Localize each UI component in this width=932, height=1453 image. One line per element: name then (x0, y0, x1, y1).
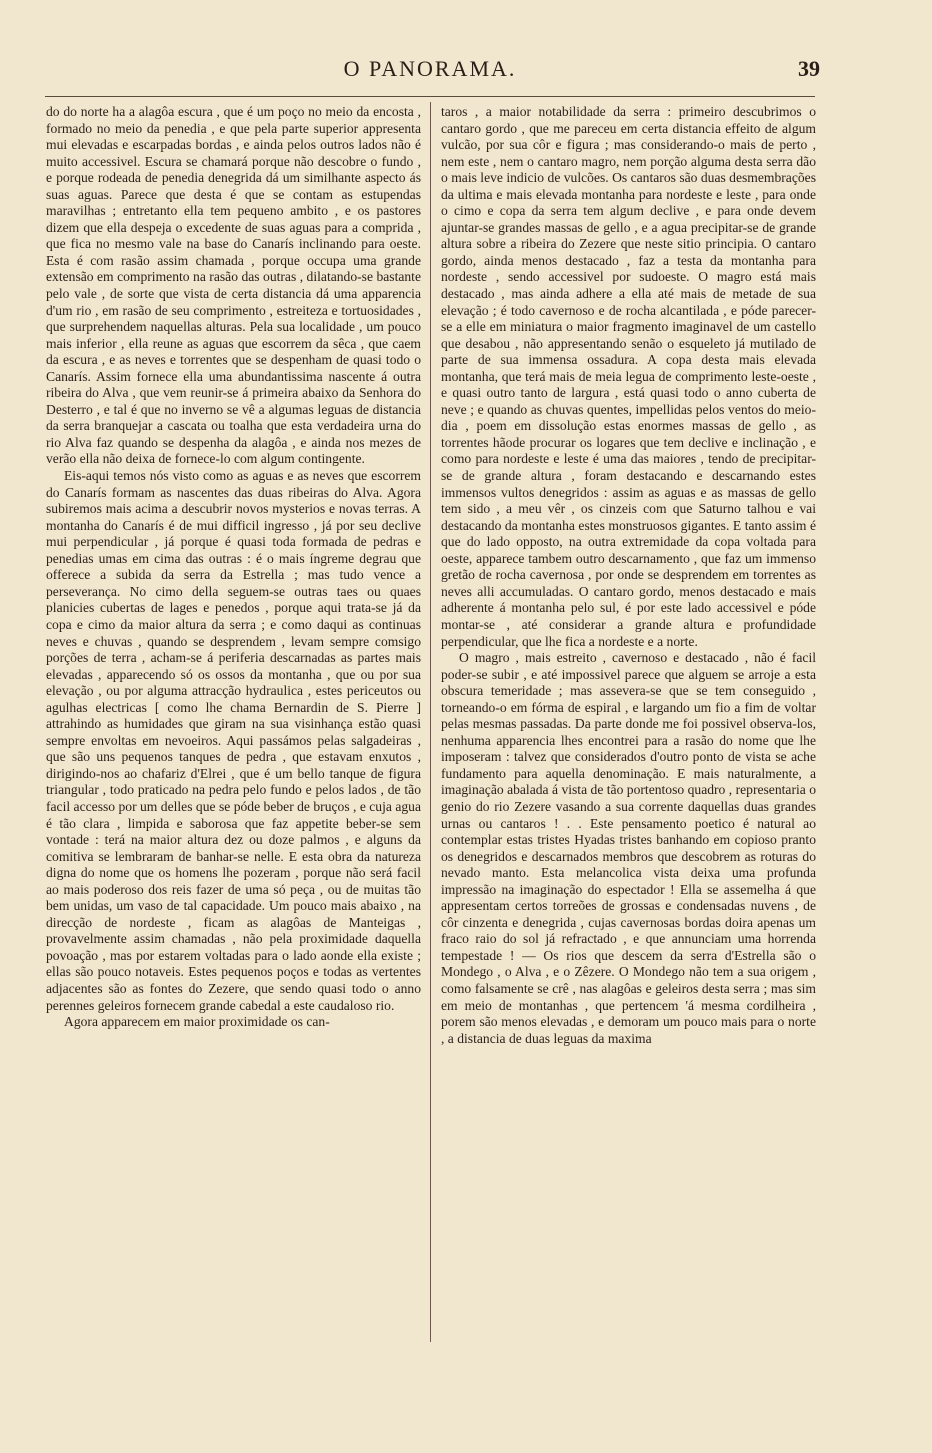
right-column (441, 104, 816, 1429)
paragraph: do do norte ha a alagôa escura , que é um poço no meio da encosta , formado no meio da penedia , e que pela parte superior appresenta mui elevadas e escarpadas bordas , e ainda pelos outros lados não é muito accessivel. Escura se chamará porque não descobre o fundo , e porque rodeada de penedia denegrida dá um similhante aspecto ás suas aguas. Parece que desta é que se contam as estupendas maravilhas ; entretanto ella tem pequeno ambito , e os pastores dizem que ella despeja o excedente de suas aguas para a comprida , que fica no mesmo vale na base do Canarís inclinando para oeste. Esta é com rasão assim chamada , porque occupa uma grande extensão em comprimento na rasão das outras , dilatando-se bastante pelo vale , de sorte que vista de certa distancia dá uma apparencia d'um rio , em rasão de seu comprimento , estreiteza e tortuosidades , que surprehendem naquellas alturas. Pela sua localidade , um pouco mais inferior , ella reune as aguas que escorrem da sêca , que caem da escura , e as neves e torrentes que se despenham de quasi todo o Canarís. Assim fornece ella uma abundantissima nascente á outra ribeira do Alva , que vem reunir-se á primeira abaixo da Senhora do Desterro , e tal é que no inverno se vê a algumas leguas de distancia da serra branquejar a cascata ou toalha que esta verdadeira urna do rio Alva faz quando se despenha da alagôa , e ainda nos mezes de verão ella não deixa de fornece-lo com algum contingente. (46, 104, 421, 467)
header-rule (45, 96, 815, 97)
paragraph: Eis-aqui temos nós visto como as aguas e as neves que escorrem do Canarís formam as nascentes das duas ribeiras do Alva. Agora subiremos mais acima a descubrir novos mysterios e novas terras. A montanha do Canarís é de mui difficil ingresso , já por seu declive mui perpendicular , já porque é quasi toda formada de pedras e penedias umas em cima das outras : é o mais íngreme degrau que offerece a subida da serra da Estrella ; mas tudo vence a perseverança. No cimo della seguem-se outras taes ou quaes planicies cubertas de lages e penedos , porque aqui trata-se já da copa e cimo da maior altura da serra ; e como daqui as continuas neves e chuvas , quando se desprendem , levam sempre comsigo porções de terra , acham-se á periferia descarnadas as partes mais elevadas , apparecendo só os ossos da montanha , que ou por sua elevação , ou por alguma attracção hydraulica , estes periceutos ou agulhas electricas [ como lhe chama Bernardin de S. Pierre ] attrahindo as humidades que giram na sua visinhança estão quasi sempre envoltas em nevoeiros. Aqui passámos pelas salgadeiras , que são uns pequenos tanques de pedra , que estavam enxutos , dirigindo-nos ao chafariz d'Elrei , que é um bello tanque de figura triangular , todo praticado na pedra pelo fundo e pelos lados , de tão facil accesso por um delles que se póde beber de bruços , e cuja agua é tão clara , limpida e saborosa que faz appetite beber-se sem vontade : terá na maior altura dez ou doze palmos , e alguns da comitiva se lembraram de banhar-se nelle. E esta obra da natureza digna do nome que os homens lhe pozeram , porque não será facil ao mais poderoso dos reis fazer de uma só peça , ou de muitas tão bem unidas, um vaso de tal capacidade. Um pouco mais abaixo , na direcção de nordeste , ficam as alagôas de Manteigas , provavelmente assim chamadas , não pela proximidade daquella povoação , mas por estarem voltadas para o lado aonde ella existe ; ellas são pouco notaveis. Estes pequenos poços e todas as vertentes adjacentes são as fontes do Zezere, que sendo quasi todo o anno perennes geleiros fornecem grande cabedal a este caudaloso rio. (46, 468, 421, 1013)
column-divider (430, 102, 431, 1342)
left-column (46, 104, 421, 1429)
paragraph: Agora apparecem em maior proximidade os can- (64, 1014, 330, 1030)
paragraph: O magro , mais estreito , cavernoso e destacado , não é facil poder-se subir , e até impossivel parece que alguem se arroje a esta obscura temeridade ; mas assevera-se que se tem conseguido , torneando-o em fórma de espiral , e largando um fio a fim de voltar pelas mesmas passadas. Da parte donde me foi possivel observa-los, nenhuma apparencia lhes encontrei para a rasão do nome que lhe imposeram : talvez que considerados d'outro ponto de vista se ache fundamento para aquella denominação. E mais naturalmente, a imaginação abalada á vista de tão portentoso quadro , representaria o genio do rio Zezere vasando a sua corrente daquellas duas grandes urnas ou cantaros ! . . Este pensamento poetico é natural ao contemplar estas tristes Hyadas tristes banhando em copioso pranto os denegridos e descarnados membros que descobrem as roturas do nevado manto. Esta melancolica vista deixa uma profunda impressão na imaginação do espectador ! Ella se assemelha á que appresentam certos torreões de grossas e condensadas nuvens , de côr cinzenta e denegrida , cujas cavernosas bordas doira apenas um fraco raio do sol já refractado , e que annunciam uma horrenda tempestade ! — Os rios que descem da serra d'Estrella são o Mondego , o Alva , e o Zêzere. O Mondego não tem a sua origem , como falsamente se crê , nas alagôas e geleiros desta serra ; mas sim em meio de montanhas , que pertencem 'á mesma cordilheira , porem são menos elevadas , e demoram um pouco mais para o norte , a distancia de duas leguas da maxima (441, 650, 816, 1046)
page-number: 39 (798, 56, 820, 81)
page-header (40, 56, 820, 88)
page-title: O PANORAMA. (343, 56, 517, 81)
paragraph: taros , a maior notabilidade da serra : primeiro descubrimos o cantaro gordo , que me pareceu em certa distancia effeito de algum vulcão, por sua côr e figura ; mas considerando-o mais de perto , nem este , nem o cantaro magro, nem porção alguma desta serra dão o mais leve indicio de vulcões. Os cantaros são duas desmembrações da ultima e mais elevada montanha para nordeste e leste , para onde o cimo e copa da serra tem algum declive , e para onde devem ajuntar-se grandes massas de gello , e a agua precipitar-se de grande altura sobre a ribeira do Zezere que neste sitio principia. O cantaro gordo, ainda menos destacado , faz a testa da montanha para nordeste , sendo accessivel por sudoeste. O magro está mais destacado , mas ainda adhere a ella até mais de metade de sua elevação ; é todo cavernoso e de rocha alcantilada , e póde parecer-se a elle em miniatura o maior fragmento imaginavel de um castello que desabou , não appresentando senão o esqueleto já mutilado de parte de sua immensa ossadura. A copa desta mais elevada montanha, que terá mais de meia legua de comprimento leste-oeste , e quasi outro tanto de largura , está quasi todo o anno cuberta de neve ; e quando as chuvas quentes, impellidas pelos ventos do meio-dia , poem em dissolução estas enormes massas de gello , as torrentes hãode procurar os logares que tem declive e inclinação , e como para nordeste e leste é uma das maiores , tendo de precipitar-se de grande altura , foram destacando e descarnando estes immensos vultos denegridos : assim as aguas e as massas de gello tem sido , a meu vêr , os cinzeis com que Saturno talhou e vai destacando da montanha estes monstruosos gigantes. E tanto assim é que do lado opposto, na outra extremidade da copa voltada para oeste, apparece tambem outro descarnamento , que faz um immenso gretão de rocha cavernosa , por onde se desprendem em torrentes as neves alli accumuladas. O cantaro gordo, menos destacado e mais adherente á montanha pelo sul, é por este lado accessivel e póde montar-se , até considerar a grande altura e profundidade perpendicular, que lhe fica a nordeste e a norte. (441, 104, 816, 649)
